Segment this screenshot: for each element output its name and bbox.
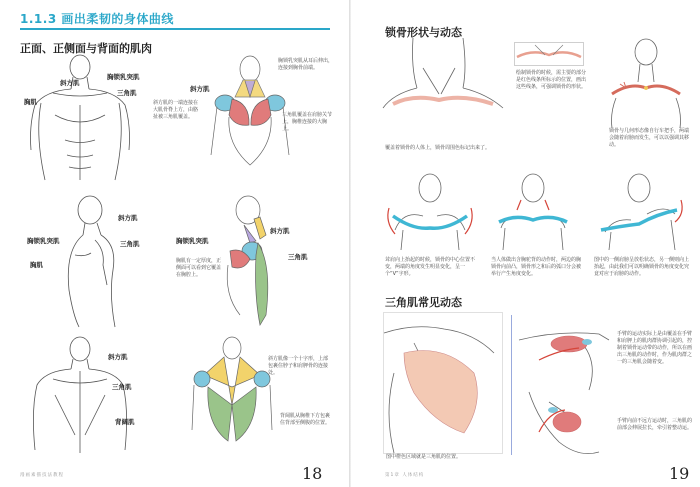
left-page: [0, 0, 349, 487]
deltoid-divider: [511, 315, 512, 455]
clavicle-move-left-note: 耸肩向上抬起的时候，锁骨的中心位置不变，两端的角度发生明显变化，呈一个“V”字形。: [385, 257, 476, 277]
deltoid-illustration: [384, 313, 502, 453]
clavicle-move-mid-note: 当人体做出含胸驼背的动作时，两边的胸锁骨向前凸，锁骨形之和后的弧口分会被举行产生角度变化。: [491, 257, 582, 277]
side-diagram-label-deltoid: 三角肌: [288, 253, 308, 261]
left-page-number: 18: [302, 464, 323, 483]
clavicle-curve-note: 绘制锁骨的时候，需主要的部分是红色线条所标示的位置，画出这些线条，可强调锁骨的形状。: [516, 70, 587, 90]
back-label-lat: 背阔肌: [115, 418, 135, 426]
deltoid-illustration-frame: [383, 312, 503, 454]
front-diagram-label-trapezius: 斜方肌: [190, 85, 210, 93]
front-label-pectoral: 胸肌: [24, 98, 37, 106]
deltoid-top-note: 手臂的运动实际上是由覆盖在手臂和肩胛上的肌肉群协调引起的，控制着锁骨运动带的动作，所以在画出三角肌的动作时，作为肌肉群之一的三角肌会随着变。: [617, 331, 693, 365]
side-label-scm: 胸锁乳突肌: [27, 237, 60, 245]
deltoid-arm-figure-top: [519, 320, 614, 390]
clavicle-move-figure-right: [591, 170, 686, 250]
shoulder-note: 锁骨与几何形态像自行车把手，两端会随着肩膀而发生，可以以强调其移动。: [609, 128, 690, 148]
front-label-trapezius: 斜方肌: [60, 79, 80, 87]
clavicle-move-right-note: 图中的一侧肩膀呈放松状态，另一侧则向上抬起，由此我们可以明确锁骨的角度变化究竟对应于肩膀的动作。: [594, 257, 690, 277]
title-underline: [20, 28, 330, 30]
left-subtitle: 正面、正侧面与背面的肌肉: [20, 42, 152, 55]
side-label-deltoid: 三角肌: [120, 240, 140, 248]
back-lat-note: 背阔肌从胸椎下方包裹住背部至侧腹的位置。: [280, 413, 331, 426]
back-label-deltoid: 三角肌: [112, 383, 132, 391]
front-trap-note: 斜方肌的一端连接在大肌骨脊上方，由胳扯被三角肌覆盖。: [153, 100, 199, 120]
back-muscle-diagram: [190, 335, 275, 445]
side-muscle-diagram: [220, 195, 290, 330]
clavicle-move-figure-mid: [491, 170, 576, 250]
front-label-scm: 胸锁乳突肌: [107, 73, 140, 81]
back-trap-note: 斜方肌像一个十字形，上部包裹住脖子和肩胛骨的连接处。: [268, 356, 329, 376]
deltoid-subtitle: 三角肌常见动态: [385, 296, 462, 309]
right-page-number: 19: [669, 464, 690, 483]
deltoid-arm-figure-bottom: [519, 392, 614, 462]
deltoid-caption: 图中橙色区域就是三角肌的位置。: [386, 454, 462, 460]
front-delt-note: 三角肌覆盖在肩膀关节上，胸椎连接的大胸上。: [282, 112, 333, 132]
deltoid-bottom-note: 手臂向前不远方运动时，三角肌的前部会伸展拉长，牵引着整动运。: [617, 418, 693, 431]
clavicle-caption: 覆盖着锁骨的人体上，锁骨周围色标记出来了。: [385, 145, 491, 151]
side-diagram-label-scm: 胸锁乳突肌: [176, 237, 209, 245]
side-label-trapezius: 斜方肌: [118, 214, 138, 222]
side-delt-note: 胸肌有一定厚度，正侧面可以看到它覆盖在胸腔上。: [176, 258, 222, 278]
front-label-deltoid: 三角肌: [117, 89, 137, 97]
side-diagram-label-trapezius: 斜方肌: [270, 227, 290, 235]
back-label-trapezius: 斜方肌: [108, 353, 128, 361]
clavicle-subtitle: 锁骨形状与动态: [385, 26, 462, 39]
clavicle-detail-sketch: [515, 43, 583, 65]
left-footer: 漫画素描技法教程: [20, 473, 64, 478]
clavicle-neck-sketch: [383, 38, 503, 138]
shoulder-figure: [606, 38, 686, 128]
right-page: [351, 0, 700, 487]
front-scm-note: 胸锁乳突肌从耳后伸出，连接到胸骨前端。: [278, 58, 334, 71]
clavicle-move-figure-left: [383, 170, 478, 250]
right-footer: 第1章 人体结构: [385, 473, 425, 478]
section-title: 1.1.3 画出柔韧的身体曲线: [20, 12, 174, 26]
clavicle-detail-frame: [514, 42, 584, 66]
side-label-pectoral: 胸肌: [30, 261, 43, 269]
